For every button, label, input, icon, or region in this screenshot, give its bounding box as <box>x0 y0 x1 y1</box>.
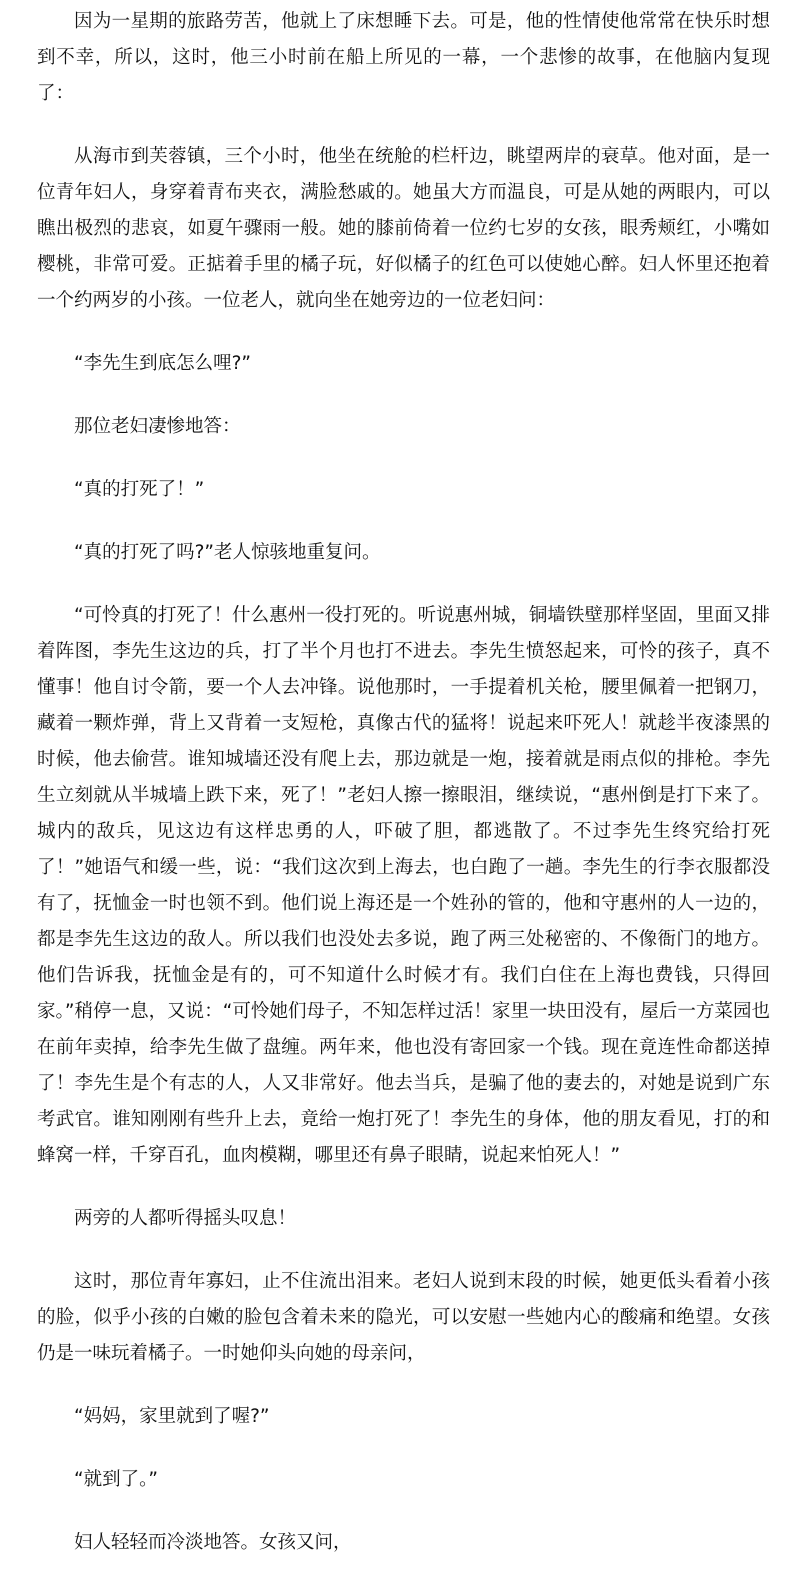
paragraph-2: 从海市到芙蓉镇，三个小时，他坐在统舱的栏杆边，眺望两岸的衰草。他对面，是一位青年妇人，身穿着青布夹衣，满脸愁戚的。她虽大方而温良，可是从她的两眼内，可以瞧出极烈的悲哀，如夏午骤雨一般。她的膝前倚着一位约七岁的女孩，眼秀颊红，小嘴如樱桃，非常可爱。正掂着手里的橘子玩，好似橘子的红色可以使她心醉。妇人怀里还抱着一个约两岁的小孩。一位老人，就向坐在她旁边的一位老妇问： <box>37 146 770 311</box>
paragraph-10: “妈妈，家里就到了喔?” <box>74 1406 270 1427</box>
paragraph-6: “真的打死了吗?”老人惊骇地重复问。 <box>74 542 381 563</box>
paragraph-11: “就到了。” <box>74 1469 158 1490</box>
paragraph-1: 因为一星期的旅路劳苦，他就上了床想睡下去。可是，他的性情使他常常在快乐时想到不幸，所以，这时，他三小时前在船上所见的一幕，一个悲惨的故事，在他脑内复现了： <box>37 11 770 104</box>
paragraph-12: 妇人轻轻而冷淡地答。女孩又问， <box>74 1532 352 1553</box>
paragraph-4: 那位老妇凄惨地答： <box>74 416 241 437</box>
document-page <box>37 4 770 1588</box>
paragraph-3: “李先生到底怎么哩?” <box>74 353 251 374</box>
paragraph-8: 两旁的人都听得摇头叹息！ <box>74 1208 297 1229</box>
paragraph-5: “真的打死了！” <box>74 479 205 500</box>
paragraph-7: “可怜真的打死了！什么惠州一役打死的。听说惠州城，铜墙铁壁那样坚固，里面又排着阵图，李先生这边的兵，打了半个月也打不进去。李先生愤怒起来，可怜的孩子，真不懂事！他自讨令箭，要一个人去冲锋。说他那时，一手提着机关枪，腰里佩着一把钢刀，藏着一颗炸弹，背上又背着一支短枪，真像古代的猛将！说起来吓死人！就趁半夜漆黑的时候，他去偷营。谁知城墙还没有爬上去，那边就是一炮，接着就是雨点似的排枪。李先生立刻就从半城墙上跌下来，死了！”老妇人擦一擦眼泪，继续说，“惠州倒是打下来了。城内的敌兵，见这边有这样忠勇的人，吓破了胆，都逃散了。不过李先生终究给打死了！”她语气和缓一些，说：“我们这次到上海去，也白跑了一趟。李先生的行李衣服都没有了，抚恤金一时也领不到。他们说上海还是一个姓孙的管的，他和守惠州的人一边的，都是李先生这边的敌人。所以我们也没处去多说，跑了两三处秘密的、不像衙门的地方。他们告诉我，抚恤金是有的，可不知道什么时候才有。我们白住在上海也费钱，只得回家。”稍停一息，又说：“可怜她们母子，不知怎样过活！家里一块田没有，屋后一方菜园也在前年卖掉，给李先生做了盘缠。两年来，他也没有寄回家一个钱。现在竟连性命都送掉了！李先生是个有志的人，人又非常好。他去当兵，是骗了他的妻去的，对她是说到广东考武官。谁知刚刚有些升上去，竟给一炮打死了！李先生的身体，他的朋友看见，打的和蜂窝一样，千穿百孔，血肉模糊，哪里还有鼻子眼睛，说起来怕死人！” <box>37 605 770 1166</box>
paragraph-9: 这时，那位青年寡妇，止不住流出泪来。老妇人说到末段的时候，她更低头看着小孩的脸，似乎小孩的白嫩的脸包含着未来的隐光，可以安慰一些她内心的酸痛和绝望。女孩仍是一味玩着橘子。一时她仰头向她的母亲问， <box>37 1271 770 1364</box>
